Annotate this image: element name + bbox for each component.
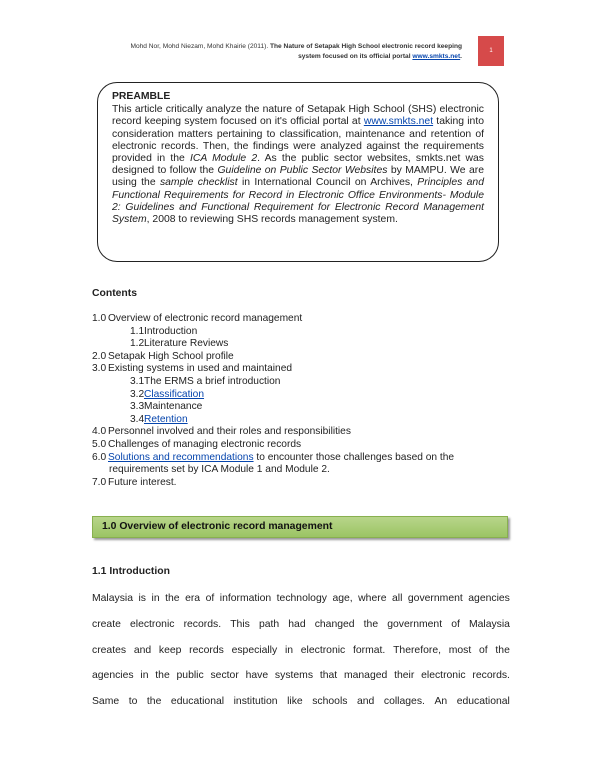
preamble-link[interactable]: www.smkts.net (363, 116, 434, 128)
toc-item-text: to encounter those challenges based on the (253, 451, 455, 463)
toc-item (92, 426, 510, 439)
toc-item-text: Existing systems in used and maintained (108, 363, 293, 375)
toc-item-text: Future interest. (108, 476, 177, 488)
preamble-text (112, 104, 484, 226)
header-authors: Mohd Nor, Mohd Niezam, Mohd Khairie (2011). (130, 43, 269, 50)
toc-item[interactable] (92, 389, 510, 402)
toc-item-text: Introduction (144, 325, 198, 337)
toc-item-number: 3.3 (130, 401, 145, 413)
sub-section-heading: 1.1 Introduction (92, 566, 170, 577)
body-paragraph (92, 586, 510, 715)
toc-item (92, 338, 510, 351)
section-heading: 1.0 Overview of electronic record management (102, 521, 333, 532)
header-title-line2: system focused on its official portal (298, 53, 411, 60)
toc-item[interactable] (92, 414, 510, 427)
toc-item-text: Maintenance (144, 401, 203, 413)
toc-item-number: 2.0 (92, 350, 107, 362)
toc-item-number: 4.0 (92, 426, 107, 438)
toc-item-text: The ERMS a brief introduction (144, 375, 281, 387)
toc-item-link[interactable]: Solutions and recommendations (108, 451, 254, 463)
toc-item-number: 1.2 (130, 338, 145, 350)
page-number: 1 (489, 48, 493, 54)
body-line: Same to the educational institution like schools and collages. An educational (92, 696, 510, 708)
toc-item (92, 439, 510, 452)
toc-item-text: Literature Reviews (144, 338, 229, 350)
preamble-guideline: Guideline on Public Sector Websites (217, 165, 388, 177)
toc-item (92, 376, 510, 389)
page-number-badge (478, 36, 504, 66)
preamble-checklist: sample checklist (159, 177, 238, 189)
toc-item-text: Overview of electronic record management (108, 313, 303, 324)
toc-item (92, 401, 510, 414)
toc-item (92, 477, 510, 490)
toc-item (92, 326, 510, 339)
toc-item (92, 313, 510, 326)
preamble-box (97, 82, 499, 262)
body-line: agencies in the public sector have systems that managed their electronic records. (92, 670, 510, 682)
toc-item-link[interactable]: Classification (144, 388, 205, 400)
toc-item (92, 351, 510, 364)
body-line: Malaysia is in the era of information technology age, where all government agencies (92, 593, 510, 604)
preamble-text-part: in International Council on Archives, (237, 177, 418, 189)
preamble-text-part: , 2008 to reviewing SHS records management system. (146, 214, 398, 226)
preamble-text-part: . As the public sector websites, smkts.net was designed to follow the (112, 153, 484, 177)
header-link[interactable]: www.smkts.net (412, 53, 461, 60)
toc-item-link[interactable]: Retention (144, 413, 188, 425)
section-heading-bar (92, 516, 508, 538)
table-of-contents (92, 313, 510, 489)
toc-item-number: 3.0 (92, 363, 107, 375)
preamble-text-part: taking into consideration matters pertaining to classification, maintenance and retention of electronic records. Then, the findings were analyzed against the requirements provided in the (112, 116, 484, 165)
toc-item-number: 3.1 (130, 375, 145, 387)
preamble-text-part: This article critically analyze the nature of Setapak High School (SHS) electronic record keeping system focused on it's official portal at (112, 104, 484, 128)
toc-item-continuation: requirements set by ICA Module 1 and Module 2. (109, 464, 330, 476)
toc-item-number: 3.4 (130, 413, 145, 425)
toc-item-number: 1.1 (130, 325, 145, 337)
toc-item (92, 452, 510, 465)
toc-item-number: 5.0 (92, 438, 107, 450)
toc-item-text: Setapak High School profile (108, 350, 234, 362)
preamble-text-part: by MAMPU. We are using the (112, 165, 484, 189)
preamble-title: PREAMBLE (112, 91, 171, 102)
page-header: Mohd Nor, Mohd Niezam, Mohd Khairie (2011). The Nature of Setapak High School electronic record keeping system focused on its official portal www.smkts.net. (130, 43, 462, 60)
preamble-principles: Principles and Functional Requirements for Record in Electronic Office Environments- Module 2: Guidelines and Functional Requirement for Electronic Record Management System (112, 177, 484, 226)
contents-title: Contents (92, 288, 138, 299)
toc-item-number: 3.2 (130, 388, 145, 400)
header-title-line1: The Nature of Setapak High School electronic record keeping (270, 43, 462, 50)
toc-item-text: Personnel involved and their roles and responsibilities (108, 426, 351, 438)
body-line: create electronic records. This path had changed the government of Malaysia (92, 618, 510, 630)
toc-item (92, 363, 510, 376)
toc-item-number: 7.0 (92, 476, 107, 488)
toc-item-number: 6.0 (92, 451, 107, 463)
toc-item-number: 1.0 (92, 313, 107, 324)
preamble-ica: ICA Module 2 (189, 153, 258, 165)
body-line: creates and keep records especially in electronic format. Therefore, most of the (92, 644, 510, 656)
toc-item-text: Challenges of managing electronic records (108, 438, 302, 450)
